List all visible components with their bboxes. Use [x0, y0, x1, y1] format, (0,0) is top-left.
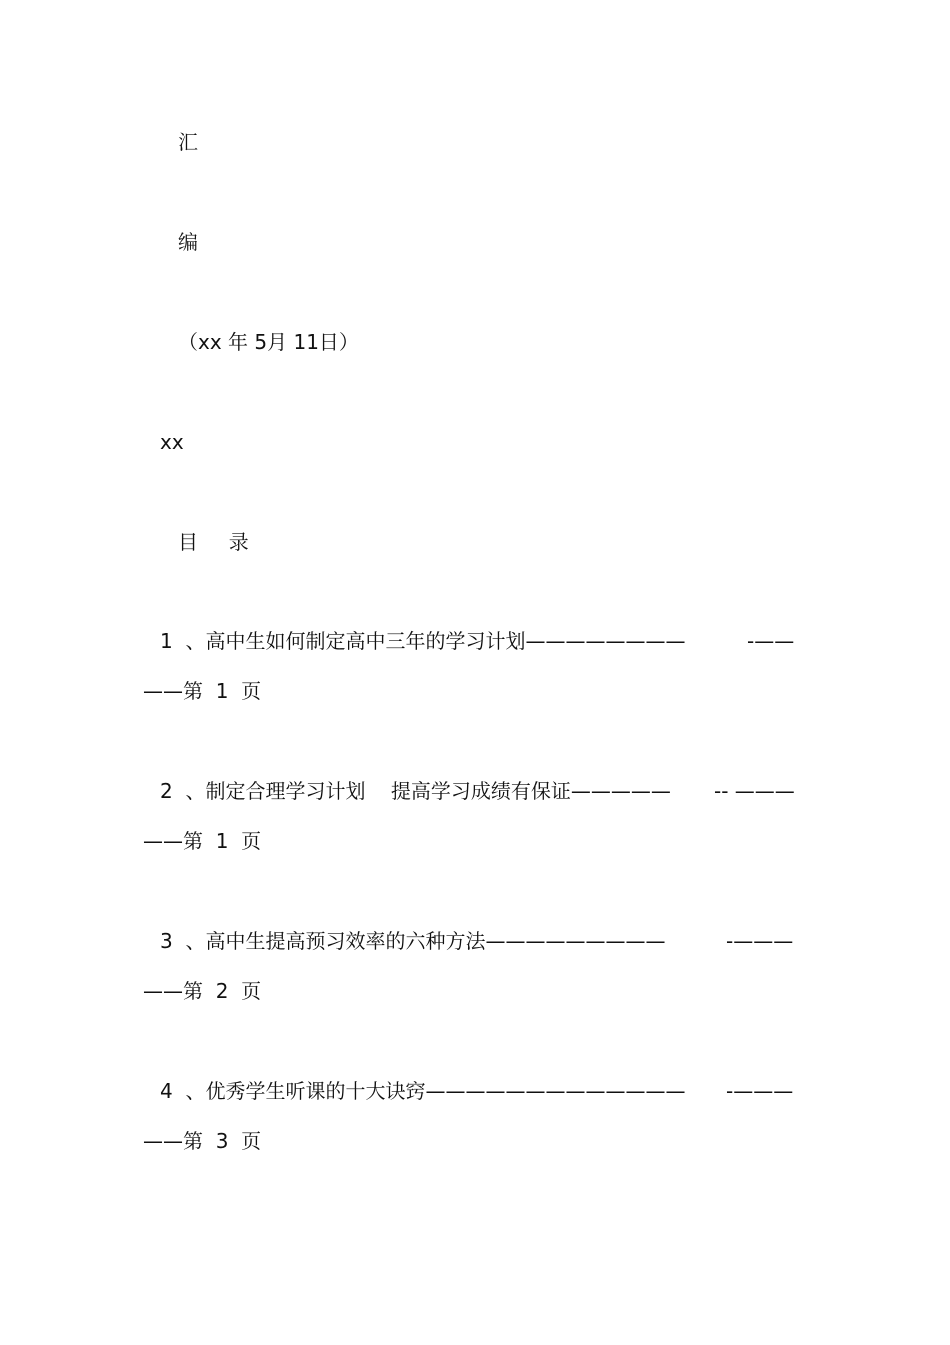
toc-entry-title: 1 、高中生如何制定高中三年的学习计划————————	[160, 629, 686, 653]
toc-entry-leader: -——	[747, 629, 795, 653]
document-date: （xx 年 5月 11日）	[178, 330, 359, 354]
document-author: xx	[160, 430, 184, 454]
toc-entry-leader: -———	[726, 1079, 794, 1103]
toc-entry-title: 4 、优秀学生听课的十大诀窍—————————————	[160, 1079, 686, 1103]
toc-entry-page: ——第 3 页	[143, 1129, 262, 1153]
toc-entry-page: ——第 1 页	[143, 679, 262, 703]
toc-entry-leader: -- ———	[714, 779, 795, 803]
toc-entry-title: 3 、高中生提高预习效率的六种方法—————————	[160, 929, 666, 953]
toc-heading: 目 录	[178, 530, 255, 554]
toc-entry-page: ——第 1 页	[143, 829, 262, 853]
title-char-hui: 汇	[178, 130, 198, 154]
toc-entry-page: ——第 2 页	[143, 979, 262, 1003]
title-char-bian: 编	[178, 230, 198, 254]
toc-entry-title: 2 、制定合理学习计划 提高学习成绩有保证—————	[160, 779, 671, 803]
toc-entry-leader: -———	[726, 929, 794, 953]
